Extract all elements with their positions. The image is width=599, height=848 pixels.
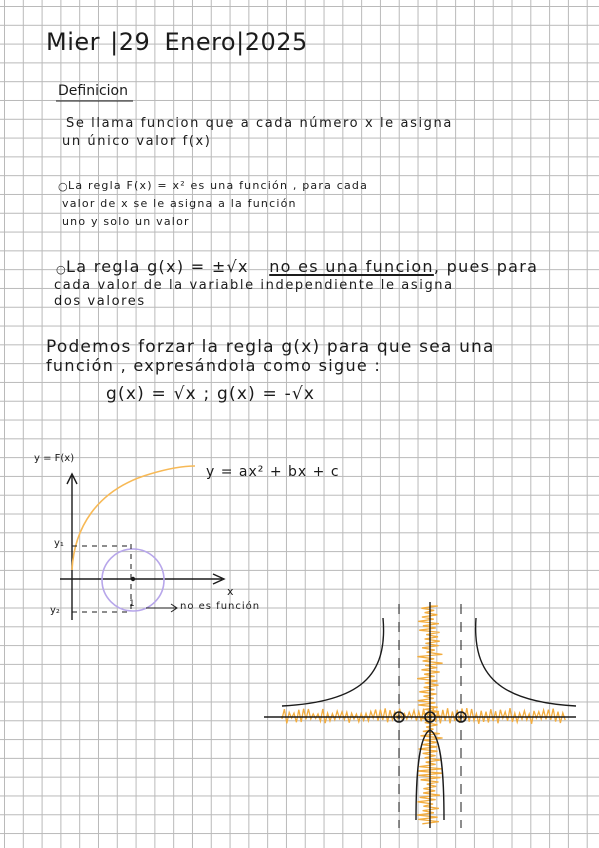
title-day-name: Mier [46,28,101,56]
graph1-equation: y = ax² + bx + c [206,464,340,480]
example1-line-3: uno y solo un valor [62,215,190,228]
graph1-ylabel: y = F(x) [34,453,75,464]
graph1-note: no es función [180,601,261,612]
example2-line-2: cada valor de la variable independiente le asigna [54,278,454,293]
definition-line-2: un único valor f(x) [62,134,212,149]
example2-line-3: dos valores [54,294,146,309]
definition-heading: Definicion [58,83,128,99]
page-title: Mier |29 Enero|2025 [46,28,308,56]
graph1-tick-1: 1 [129,599,135,609]
title-day-number: 29 [118,28,151,56]
example1-line-1: La regla F(x) = x² es una función , para cada [68,179,369,192]
title-month: Enero [164,28,237,56]
graph1-y2-label: y₂ [50,605,60,616]
example1-line-2: valor de x se le asigna a la función [62,197,297,210]
example2-not-function: no es una funcion [269,257,434,276]
forcing-line-1: Podemos forzar la regla g(x) para que sea una [46,337,495,357]
graph1-xlabel: x [227,585,234,598]
bullet-icon: ○ [56,263,66,276]
forcing-line-3: g(x) = √x ; g(x) = -√x [106,384,316,404]
title-year: 2025 [244,28,308,56]
graph2-horizontal-scribble [282,708,565,724]
bullet-icon: ○ [58,180,68,193]
graph1-y1-label: y₁ [54,538,64,549]
example2-pues-para: , pues para [433,257,539,276]
forcing-line-2: función , expresándola como sigue : [46,356,382,375]
graph2-upper-left-branch [282,618,384,706]
definition-line-1: Se llama funcion que a cada número x le asigna [66,116,453,131]
graph2-upper-right-branch [476,618,576,706]
example2-rule: La regla g(x) = ±√x [66,257,249,276]
